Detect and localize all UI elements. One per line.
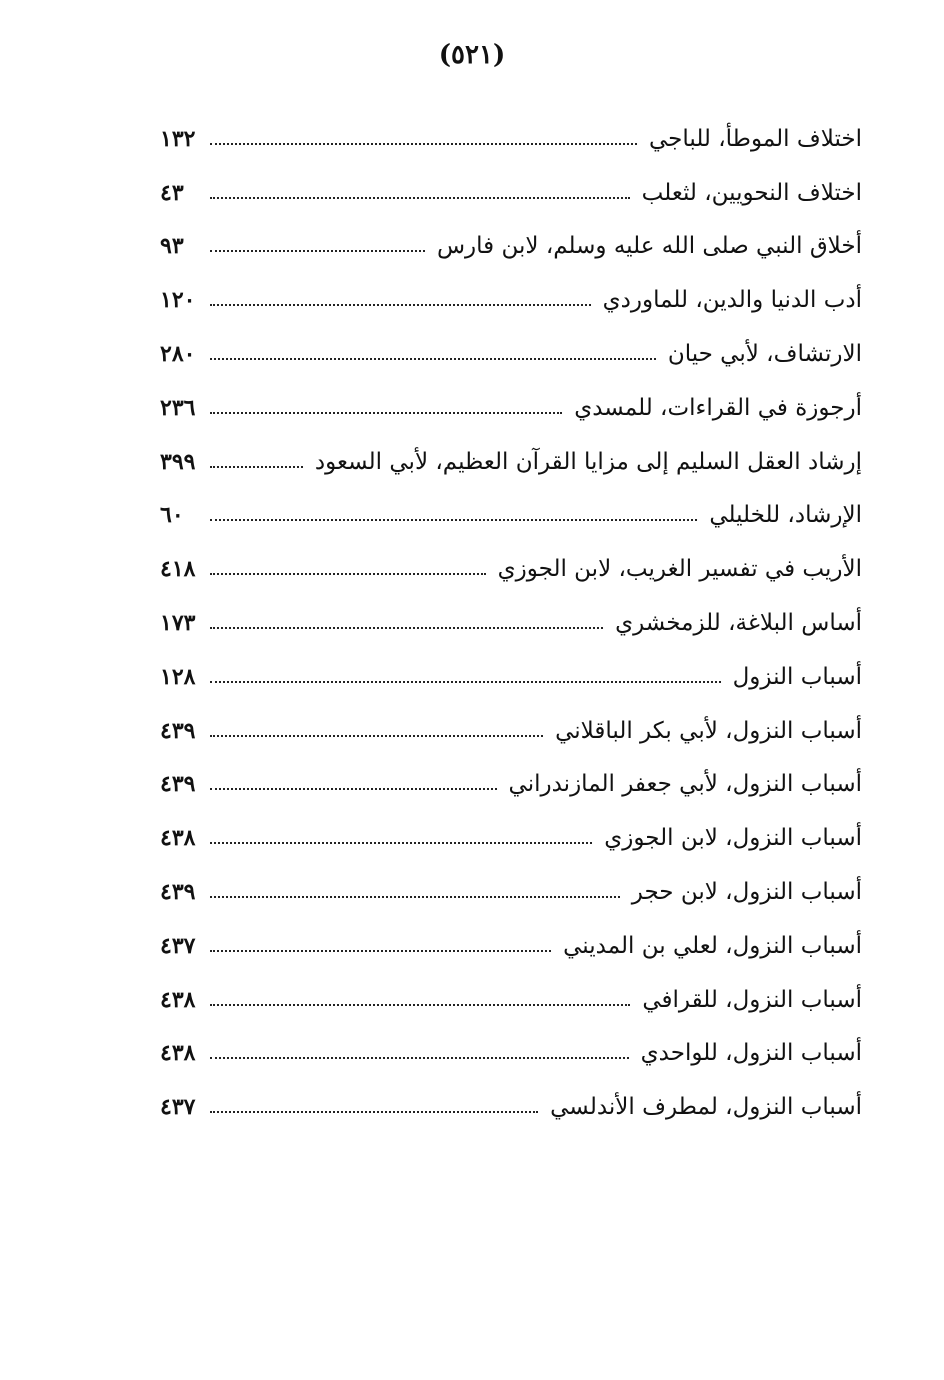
dot-leader (210, 466, 303, 468)
entry-page-number: ٤٣٩ (160, 879, 196, 906)
entry-title: أسباب النزول، للواحدي (640, 1040, 862, 1067)
entry-page-number: ٤٣٧ (160, 932, 196, 959)
entry-title: أسباب النزول، لمطرف الأندلسي (550, 1094, 862, 1121)
index-entry (160, 1027, 862, 1081)
dot-leader (210, 1057, 629, 1059)
index-entry (160, 112, 862, 166)
index-entry (160, 542, 862, 596)
entry-page-number: ٤٣٨ (160, 986, 196, 1013)
entry-title: أسباب النزول، لابن حجر (631, 879, 862, 906)
entry-title: أسباب النزول، لابن الجوزي (604, 825, 862, 852)
entry-title: أسباب النزول (732, 663, 862, 690)
dot-leader (210, 950, 551, 952)
dot-leader (210, 143, 637, 145)
entry-page-number: ٢٨٠ (160, 341, 196, 368)
dot-leader (210, 788, 497, 790)
entry-page-number: ٦٠ (160, 502, 184, 529)
entry-page-number: ٤٣ (160, 179, 184, 206)
entry-page-number: ٤٣٨ (160, 825, 196, 852)
entry-page-number: ٣٩٩ (160, 448, 196, 475)
index-entry (160, 435, 862, 489)
entry-title: أدب الدنيا والدين، للماوردي (602, 287, 862, 314)
dot-leader (210, 573, 486, 575)
entry-page-number: ٤١٨ (160, 556, 196, 583)
index-entry (160, 166, 862, 220)
index-entry (160, 220, 862, 274)
entry-title: إرشاد العقل السليم إلى مزايا القرآن العظيم، لأبي السعود (314, 448, 862, 475)
entry-page-number: ١٢٠ (160, 287, 196, 314)
entry-page-number: ١٧٣ (160, 610, 196, 637)
index-list (160, 112, 862, 1134)
dot-leader (210, 1111, 538, 1113)
entry-title: اختلاف النحويين، لثعلب (641, 179, 862, 206)
index-entry (160, 865, 862, 919)
entry-title: أسباب النزول، للقرافي (642, 986, 862, 1013)
index-entry (160, 381, 862, 435)
entry-title: اختلاف الموطأ، للباجي (648, 125, 862, 152)
dot-leader (210, 681, 721, 683)
index-entry (160, 973, 862, 1027)
entry-page-number: ٢٣٦ (160, 394, 196, 421)
index-entry (160, 704, 862, 758)
entry-title: أسباب النزول، لعلي بن المديني (563, 932, 862, 959)
index-entry (160, 489, 862, 543)
entry-page-number: ١٣٢ (160, 125, 196, 152)
entry-page-number: ٤٣٩ (160, 771, 196, 798)
index-entry (160, 650, 862, 704)
entry-page-number: ٩٣ (160, 233, 184, 260)
index-entry (160, 758, 862, 812)
dot-leader (210, 412, 562, 414)
dot-leader (210, 1004, 630, 1006)
entry-title: الأريب في تفسير الغريب، لابن الجوزي (497, 556, 862, 583)
entry-page-number: ١٢٨ (160, 663, 196, 690)
entry-title: أرجوزة في القراءات، للمسدي (574, 394, 862, 421)
entry-page-number: ٤٣٧ (160, 1094, 196, 1121)
dot-leader (210, 519, 697, 521)
entry-title: أسباب النزول، لأبي جعفر المازندراني (508, 771, 862, 798)
dot-leader (210, 735, 543, 737)
index-entry (160, 327, 862, 381)
entry-title: الإرشاد، للخليلي (709, 502, 862, 529)
entry-title: أسباب النزول، لأبي بكر الباقلاني (555, 717, 862, 744)
dot-leader (210, 304, 591, 306)
entry-title: أخلاق النبي صلى الله عليه وسلم، لابن فارس (436, 233, 862, 260)
entry-title: الارتشاف، لأبي حيان (667, 341, 862, 368)
entry-page-number: ٤٣٨ (160, 1040, 196, 1067)
index-entry (160, 273, 862, 327)
dot-leader (210, 896, 620, 898)
entry-title: أساس البلاغة، للزمخشري (615, 610, 862, 637)
dot-leader (210, 358, 656, 360)
page-number: (٥٢١) (438, 40, 506, 70)
index-entry (160, 1080, 862, 1134)
index-entry (160, 919, 862, 973)
index-entry (160, 596, 862, 650)
index-entry (160, 811, 862, 865)
dot-leader (210, 197, 630, 199)
dot-leader (210, 250, 425, 252)
dot-leader (210, 627, 603, 629)
entry-page-number: ٤٣٩ (160, 717, 196, 744)
dot-leader (210, 842, 592, 844)
